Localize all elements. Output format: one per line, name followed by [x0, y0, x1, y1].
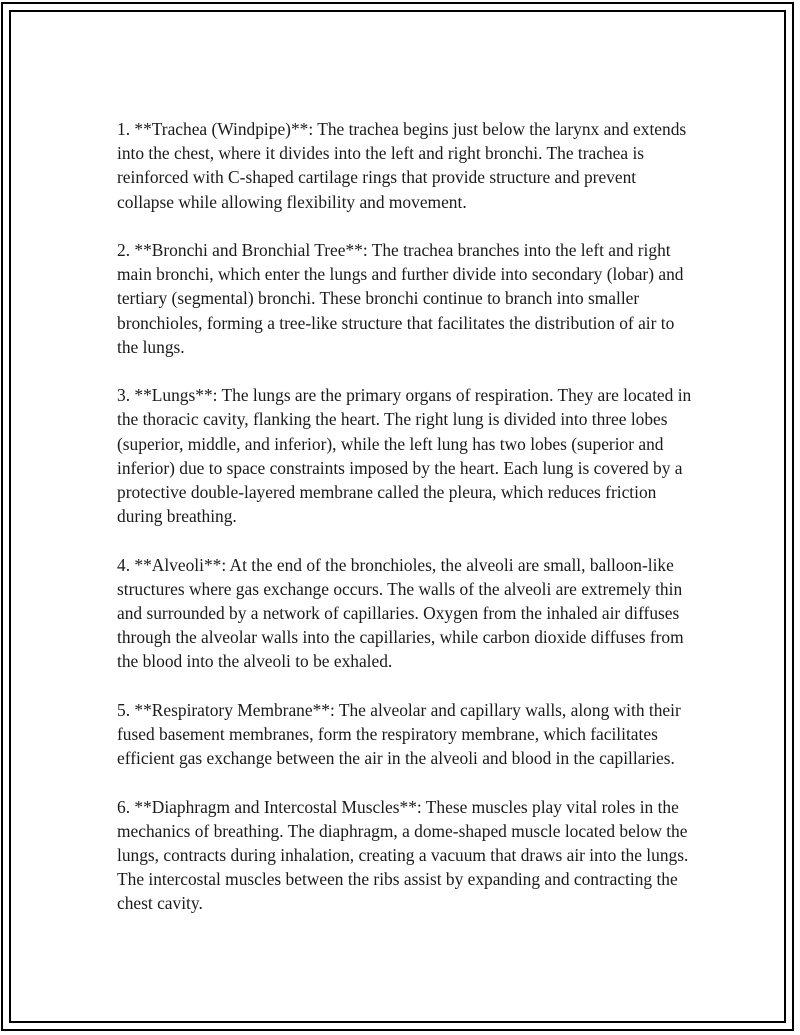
paragraph-respiratory-membrane: 5. **Respiratory Membrane**: The alveolar and capillary walls, along with their fused basement membranes, form the respiratory membrane, which facilitates efficient gas exchange between the air in the alveoli and blood in the capillaries. [117, 699, 681, 769]
paragraph-alveoli: 4. **Alveoli**: At the end of the bronchioles, the alveoli are small, balloon-like structures where gas exchange occurs. The walls of the alveoli are extremely thin and surrounded by a network of capillaries. Oxygen from the inhaled air diffuses through the alveolar walls into the capillaries, while carbon dioxide diffuses from the blood into the alveoli to be exhaled. [117, 554, 684, 672]
paragraph-trachea: 1. **Trachea (Windpipe)**: The trachea begins just below the larynx and extends into the chest, where it divides into the left and right bronchi. The trachea is reinforced with C-shaped cartilage rings that provide structure and prevent collapse while allowing flexibility and movement. [117, 119, 687, 212]
paragraph-diaphragm: 6. **Diaphragm and Intercostal Muscles**: These muscles play vital roles in the mechanics of breathing. The diaphragm, a dome-shaped muscle located below the lungs, contracts during inhalation, creating a vacuum that draws air into the lungs. The intercostal muscles between the ribs assist by expanding and contracting the chest cavity. [117, 796, 689, 914]
paragraph-lungs: 3. **Lungs**: The lungs are the primary organs of respiration. They are located in the thoracic cavity, flanking the heart. The right lung is divided into three lobes (superior, middle, and inferior), while the left lung has two lobes (superior and inferior) due to space constraints imposed by the heart. Each lung is covered by a protective double-layered membrane called the pleura, which reduces friction during breathing. [117, 385, 692, 527]
paragraph-bronchi: 2. **Bronchi and Bronchial Tree**: The trachea branches into the left and right main bronchi, which enter the lungs and further divide into secondary (lobar) and tertiary (segmental) bronchi. These bronchi continue to branch into smaller bronchioles, forming a tree-like structure that facilitates the distribution of air to the lungs. [117, 240, 684, 357]
document-body [117, 117, 697, 940]
